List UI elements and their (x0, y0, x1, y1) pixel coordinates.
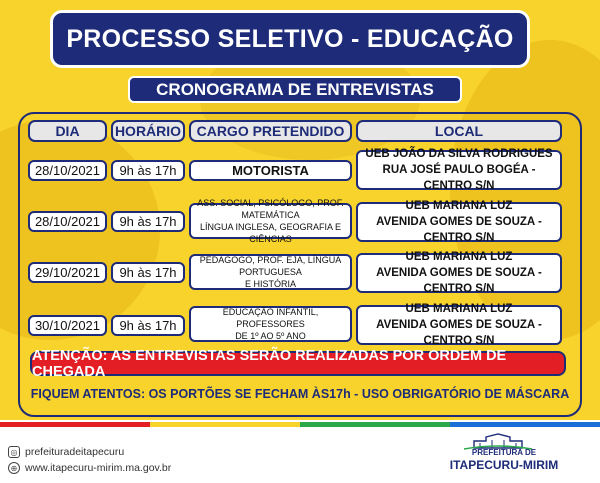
cargo-text: MOTORISTA (232, 163, 309, 178)
row-2-cargo (189, 198, 352, 244)
local-school: UEB MARIANA LUZ (405, 200, 513, 212)
header-cargo (189, 120, 352, 142)
time-text: 9h às 17h (119, 214, 177, 229)
website-url: www.itapecuru-mirim.ma.gov.br (25, 462, 172, 474)
row-4-time (111, 315, 185, 336)
row-3-local (356, 253, 562, 293)
row-4-cargo (189, 306, 352, 342)
time-text: 9h às 17h (119, 163, 177, 178)
attention-banner (30, 347, 566, 380)
local-school: UEB MARIANA LUZ (405, 251, 513, 263)
header-local-label: LOCAL (434, 123, 484, 139)
row-1-local (356, 150, 562, 190)
website-link[interactable] (8, 462, 171, 474)
header-local (356, 120, 562, 142)
row-2-local (356, 202, 562, 242)
cargo-text: LÍNGUA INGLESA, GEOGRAFIA E CIÊNCIAS (199, 222, 342, 244)
cargo-text: PEDAGOGO, PROF. EJA, LÍNGUA PORTUGUESA (199, 255, 342, 277)
date-text: 29/10/2021 (34, 265, 101, 280)
header-cargo-label: CARGO PRETENDIDO (196, 123, 345, 139)
header-dia-label: DIA (55, 123, 80, 139)
local-school: UEB JOÃO DA SILVA RODRIGUES (365, 148, 553, 160)
row-1-time (111, 160, 185, 181)
row-3-cargo (189, 254, 352, 290)
row-4-local (356, 305, 562, 345)
row-1-cargo (189, 160, 352, 181)
cargo-text: EDUCAÇÃO INFANTIL, PROFESSORES (222, 307, 319, 329)
date-text: 30/10/2021 (34, 318, 101, 333)
date-text: 28/10/2021 (34, 214, 101, 229)
header-dia (28, 120, 107, 142)
row-3-time (111, 262, 185, 283)
attention-text: ATENÇÃO: AS ENTREVISTAS SERÃO REALIZADAS POR ORDEM DE CHEGADA (32, 347, 507, 380)
local-address: AVENIDA GOMES DE SOUZA - CENTRO S/N (376, 319, 542, 347)
page-title: PROCESSO SELETIVO - EDUCAÇÃO (66, 24, 514, 53)
row-2-date (28, 211, 107, 232)
page-subtitle: CRONOGRAMA DE ENTREVISTAS (156, 79, 434, 99)
cargo-text: ASS. SOCIAL, PSICÓLOGO, PROF. MATEMÁTICA (197, 198, 344, 220)
date-text: 28/10/2021 (34, 163, 101, 178)
header-horario-label: HORÁRIO (114, 123, 182, 139)
header-horario (111, 120, 185, 142)
row-4-date (28, 315, 107, 336)
cargo-text: E HISTÓRIA (244, 279, 296, 289)
instagram-handle: prefeituradeitapecuru (25, 446, 125, 458)
time-text: 9h às 17h (119, 318, 177, 333)
subtitle-banner (128, 76, 462, 103)
globe-icon: ⊕ (8, 462, 20, 474)
local-address: AVENIDA GOMES DE SOUZA - CENTRO S/N (376, 216, 542, 244)
cargo-text: DE 1º AO 5º ANO (235, 331, 306, 341)
local-school: UEB MARIANA LUZ (405, 303, 513, 315)
row-3-date (28, 262, 107, 283)
title-banner (50, 10, 530, 68)
logo-line-1: PREFEITURA DE (471, 448, 537, 457)
instagram-link[interactable] (8, 446, 124, 458)
city-logo (444, 432, 564, 480)
instagram-icon: ◎ (8, 446, 20, 458)
time-text: 9h às 17h (119, 265, 177, 280)
footer-note: FIQUEM ATENTOS: OS PORTÕES SE FECHAM ÀS17h - USO OBRIGATÓRIO DE MÁSCARA (30, 387, 570, 401)
local-address: RUA JOSÉ PAULO BOGÉA - CENTRO S/N (382, 164, 536, 192)
row-1-date (28, 160, 107, 181)
local-address: AVENIDA GOMES DE SOUZA - CENTRO S/N (376, 267, 542, 295)
logo-line-2: ITAPECURU-MIRIM (449, 458, 559, 472)
row-2-time (111, 211, 185, 232)
